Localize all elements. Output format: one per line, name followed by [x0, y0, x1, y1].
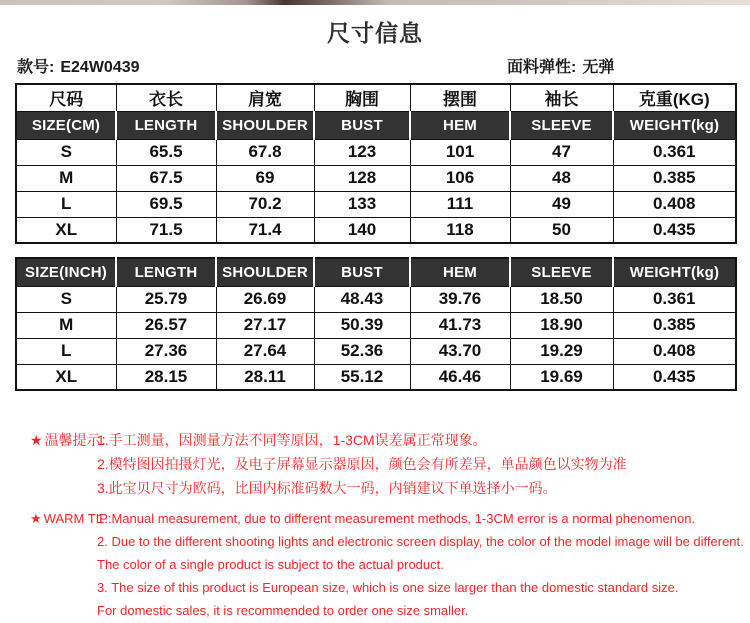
measurement-cell: 27.64 [216, 338, 314, 364]
measurement-cell: 46.46 [410, 364, 510, 390]
measurement-cell: 50.39 [314, 312, 410, 338]
tip-line: 2. Due to the different shooting lights and electronic screen display, the color of the model image will be different. [97, 534, 744, 549]
cm-table-header-cn [16, 84, 736, 111]
measurement-cell: 71.5 [116, 217, 216, 243]
tip-line: 2.模特图因拍摄灯光，及电子屏幕显示器原因，颜色会有所差异，单品颜色以实物为准 [97, 456, 627, 472]
measurement-cell: 67.5 [116, 165, 216, 191]
size-label-cell: XL [16, 364, 116, 390]
star-icon: ★ [30, 511, 42, 526]
warm-tips-en-label [30, 507, 112, 530]
column-header-en: HEM [410, 258, 510, 286]
tip-line: 3. The size of this product is European size, which is one size larger than the domestic standard size. [97, 580, 679, 595]
measurement-cell: 140 [314, 217, 410, 243]
warm-tips-en-label-text: WARM TIP: [43, 511, 112, 526]
measurement-cell: 26.57 [116, 312, 216, 338]
measurement-cell: 55.12 [314, 364, 410, 390]
page-title: 尺寸信息 [327, 20, 423, 46]
measurement-cell: 65.5 [116, 139, 216, 165]
warm-tips-cn-lines [97, 428, 750, 500]
measurement-cell: 111 [410, 191, 510, 217]
column-header-cn: 胸围 [314, 84, 410, 111]
measurement-cell: 47 [510, 139, 613, 165]
fabric-elasticity-label: 面料弹性: [507, 59, 577, 76]
table-row [16, 286, 736, 312]
column-header-cn: 袖长 [510, 84, 613, 111]
column-header-en: SLEEVE [510, 111, 613, 139]
warm-tips-en-lines [97, 507, 750, 622]
measurement-cell: 28.11 [216, 364, 314, 390]
column-header-en: BUST [314, 111, 410, 139]
measurement-cell: 0.435 [613, 217, 736, 243]
size-label-cell: M [16, 165, 116, 191]
measurement-cell: 0.408 [613, 191, 736, 217]
inch-table-body [16, 286, 736, 390]
measurement-cell: 101 [410, 139, 510, 165]
measurement-cell: 18.90 [510, 312, 613, 338]
warm-tips-cn-label [30, 428, 115, 452]
tip-line: The color of a single product is subject to the actual product. [97, 557, 444, 572]
fabric-elasticity [507, 54, 614, 77]
table-row [16, 191, 736, 217]
tip-line: 1.手工测量，因测量方法不同等原因，1-3CM误差属正常现象。 [97, 432, 487, 448]
column-header-en: LENGTH [116, 258, 216, 286]
measurement-cell: 118 [410, 217, 510, 243]
measurement-cell: 50 [510, 217, 613, 243]
column-header-en: LENGTH [116, 111, 216, 139]
measurement-cell: 28.15 [116, 364, 216, 390]
column-header-cn: 克重(KG) [613, 84, 736, 111]
meta-row [15, 54, 735, 76]
measurement-cell: 0.385 [613, 312, 736, 338]
measurement-cell: 71.4 [216, 217, 314, 243]
column-header-en: SHOULDER [216, 258, 314, 286]
photo-edge-strip [0, 0, 750, 5]
tip-line: 3.此宝贝尺寸为欧码，比国内标准码数大一码，内销建议下单选择小一码。 [97, 480, 557, 496]
table-row [16, 364, 736, 390]
size-label-cell: XL [16, 217, 116, 243]
table-row [16, 165, 736, 191]
column-header-en: WEIGHT(kg) [613, 111, 736, 139]
measurement-cell: 43.70 [410, 338, 510, 364]
style-number [17, 54, 140, 77]
cm-table-header-en [16, 111, 736, 139]
cm-table-body [16, 139, 736, 243]
column-header-cn: 尺码 [16, 84, 116, 111]
measurement-cell: 0.361 [613, 139, 736, 165]
size-label-cell: S [16, 139, 116, 165]
measurement-cell: 106 [410, 165, 510, 191]
table-gap [0, 244, 750, 257]
column-header-en: WEIGHT(kg) [613, 258, 736, 286]
measurement-cell: 19.69 [510, 364, 613, 390]
column-header-en: SIZE(INCH) [16, 258, 116, 286]
warm-tips-chinese [0, 428, 750, 500]
measurement-cell: 69.5 [116, 191, 216, 217]
measurement-cell: 27.17 [216, 312, 314, 338]
measurement-cell: 67.8 [216, 139, 314, 165]
measurement-cell: 18.50 [510, 286, 613, 312]
measurement-cell: 39.76 [410, 286, 510, 312]
column-header-en: BUST [314, 258, 410, 286]
table-row [16, 217, 736, 243]
measurement-cell: 52.36 [314, 338, 410, 364]
inch-table-header-en [16, 258, 736, 286]
table-row [16, 139, 736, 165]
measurement-cell: 0.385 [613, 165, 736, 191]
measurement-cell: 128 [314, 165, 410, 191]
tip-line: 1. Manual measurement, due to different measurement methods, 1-3CM error is a normal phenomenon. [97, 511, 696, 526]
column-header-cn: 肩宽 [216, 84, 314, 111]
measurement-cell: 25.79 [116, 286, 216, 312]
column-header-en: SIZE(CM) [16, 111, 116, 139]
fabric-elasticity-value: 无弹 [582, 59, 615, 76]
measurement-cell: 0.408 [613, 338, 736, 364]
measurement-cell: 48 [510, 165, 613, 191]
table-row [16, 338, 736, 364]
measurement-cell: 133 [314, 191, 410, 217]
column-header-cn: 摆围 [410, 84, 510, 111]
column-header-en: SLEEVE [510, 258, 613, 286]
table-row [16, 312, 736, 338]
tip-line: For domestic sales, it is recommended to order one size smaller. [97, 603, 469, 618]
size-label-cell: L [16, 338, 116, 364]
measurement-cell: 48.43 [314, 286, 410, 312]
measurement-cell: 27.36 [116, 338, 216, 364]
measurement-cell: 0.435 [613, 364, 736, 390]
measurement-cell: 49 [510, 191, 613, 217]
measurement-cell: 123 [314, 139, 410, 165]
style-number-value: E24W0439 [60, 59, 140, 76]
tips-section [0, 428, 750, 622]
measurement-cell: 26.69 [216, 286, 314, 312]
column-header-en: HEM [410, 111, 510, 139]
size-label-cell: M [16, 312, 116, 338]
size-label-cell: S [16, 286, 116, 312]
style-number-label: 款号: [17, 59, 55, 76]
star-icon: ★ [30, 432, 43, 448]
measurement-cell: 19.29 [510, 338, 613, 364]
warm-tips-cn-label-text: 温馨提示： [44, 432, 115, 448]
size-table-cm [15, 83, 737, 244]
warm-tips-english [0, 507, 750, 622]
measurement-cell: 70.2 [216, 191, 314, 217]
size-label-cell: L [16, 191, 116, 217]
measurement-cell: 69 [216, 165, 314, 191]
measurement-cell: 41.73 [410, 312, 510, 338]
column-header-cn: 衣长 [116, 84, 216, 111]
measurement-cell: 0.361 [613, 286, 736, 312]
size-table-inch [15, 257, 737, 391]
column-header-en: SHOULDER [216, 111, 314, 139]
